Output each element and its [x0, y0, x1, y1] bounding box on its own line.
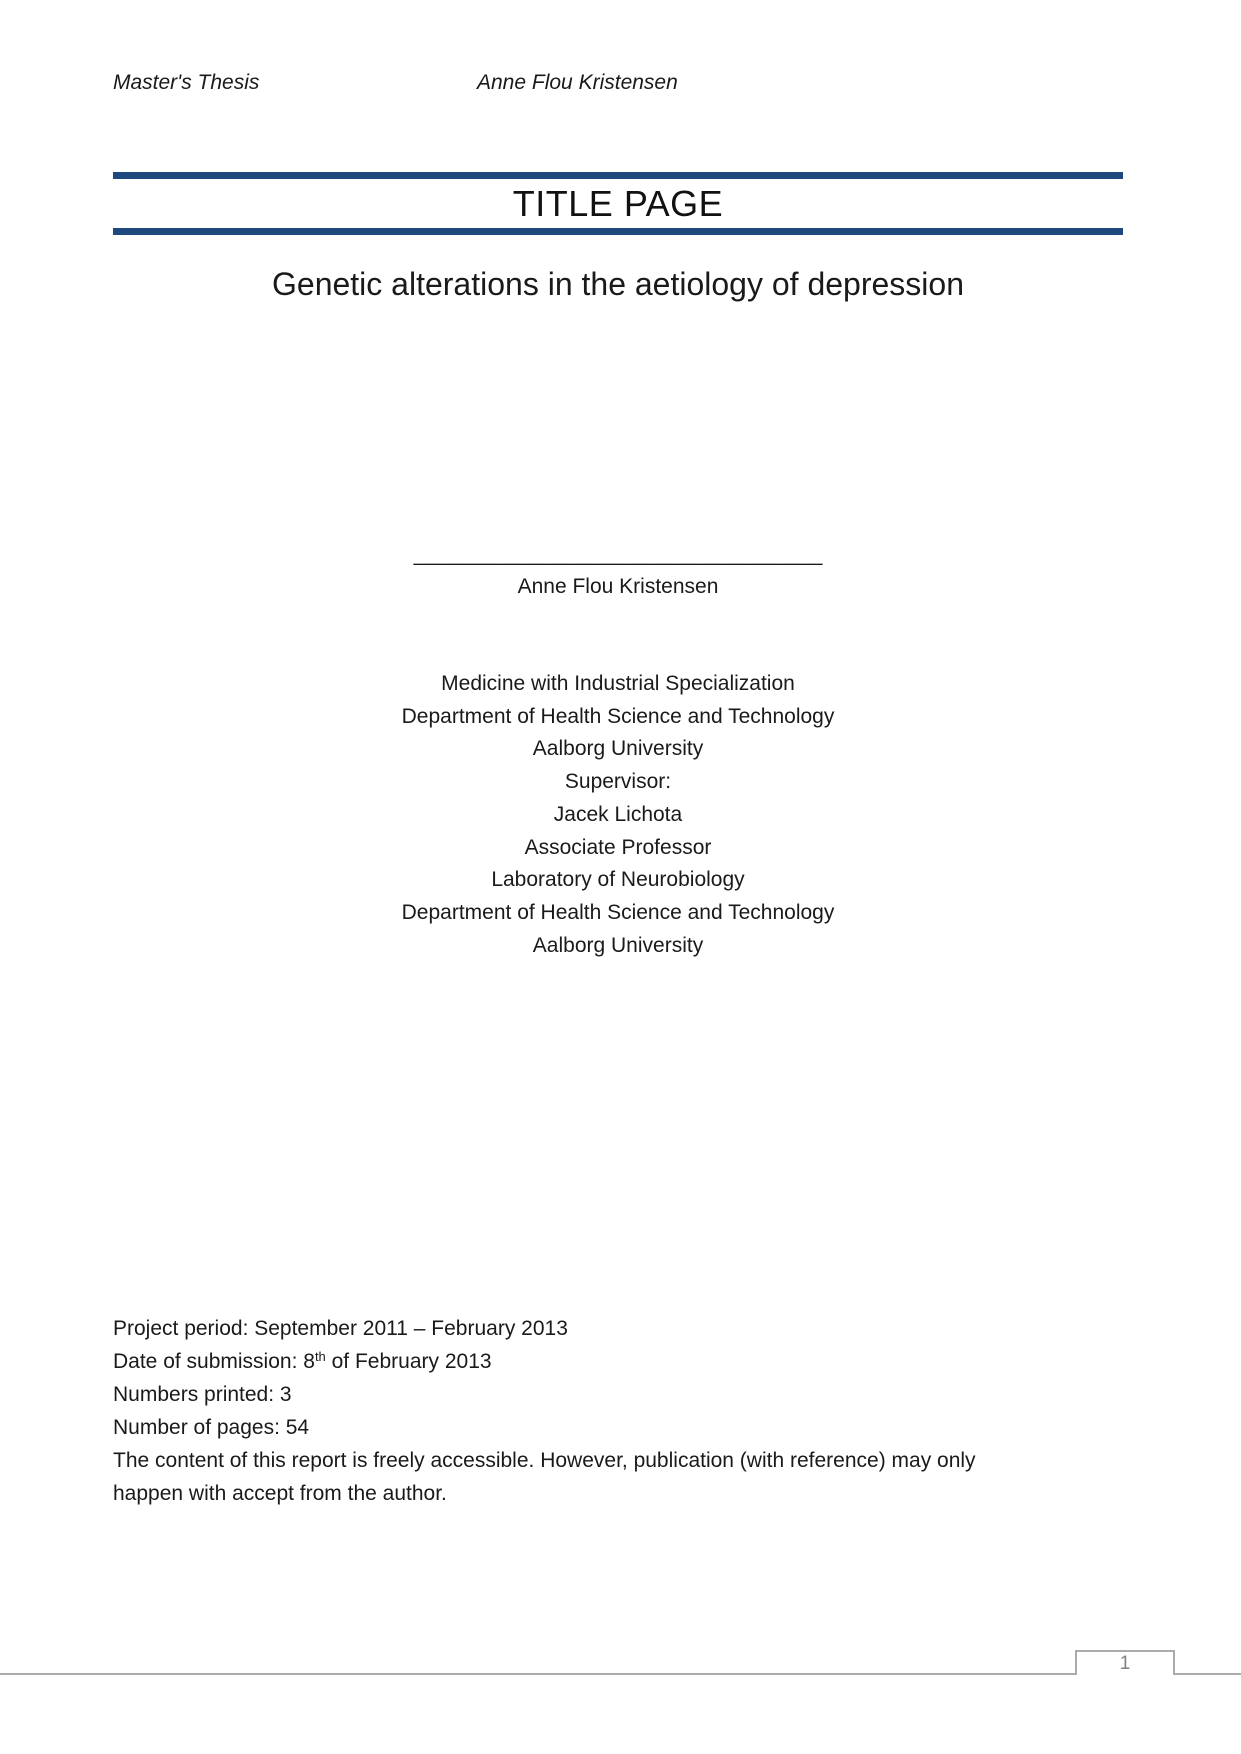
access-note-line-1: The content of this report is freely accessible. However, publication (with reference) may only — [113, 1449, 976, 1472]
supervisor-title: Associate Professor — [524, 835, 712, 859]
affiliation-university: Aalborg University — [532, 737, 704, 761]
signature-name: Anne Flou Kristensen — [517, 575, 719, 598]
header-author-name: Anne Flou Kristensen — [477, 71, 678, 94]
footer-rule — [0, 1673, 1241, 1675]
page-header — [113, 70, 1123, 96]
supervisor-department: Department of Health Science and Technology — [401, 900, 835, 924]
supervisor-laboratory: Laboratory of Neurobiology — [491, 868, 745, 892]
page-number-box — [1075, 1650, 1175, 1675]
access-note-line-2: happen with accept from the author. — [113, 1482, 447, 1505]
banner-bottom-bar — [113, 228, 1123, 235]
header-document-type: Master's Thesis — [113, 71, 260, 94]
affiliation-department: Department of Health Science and Technology — [401, 704, 835, 728]
supervisor-university: Aalborg University — [532, 933, 704, 957]
signature-line: ___________________________________ — [413, 543, 823, 566]
submission-date-suffix: of February 2013 — [325, 1350, 492, 1373]
affiliation-programme: Medicine with Industrial Specialization — [441, 672, 795, 695]
submission-date — [113, 1345, 1013, 1378]
project-details-block — [113, 1312, 1013, 1510]
number-of-pages: Number of pages: 54 — [113, 1416, 310, 1439]
thesis-title: Genetic alterations in the aetiology of depression — [272, 266, 964, 302]
project-period: Project period: September 2011 – February 2013 — [113, 1317, 568, 1340]
supervisor-name: Jacek Lichota — [553, 802, 683, 826]
banner-heading: TITLE PAGE — [512, 183, 724, 224]
affiliation-block — [113, 668, 1123, 962]
signature-block — [113, 540, 1123, 603]
numbers-printed: Numbers printed: 3 — [113, 1383, 292, 1406]
supervisor-label: Supervisor: — [564, 770, 672, 794]
page-number: 1 — [1119, 1653, 1131, 1674]
submission-date-ordinal: th — [314, 1349, 326, 1364]
title-page-banner — [113, 172, 1123, 235]
submission-date-prefix: Date of submission: 8 — [113, 1350, 315, 1373]
banner-top-bar — [113, 172, 1123, 179]
